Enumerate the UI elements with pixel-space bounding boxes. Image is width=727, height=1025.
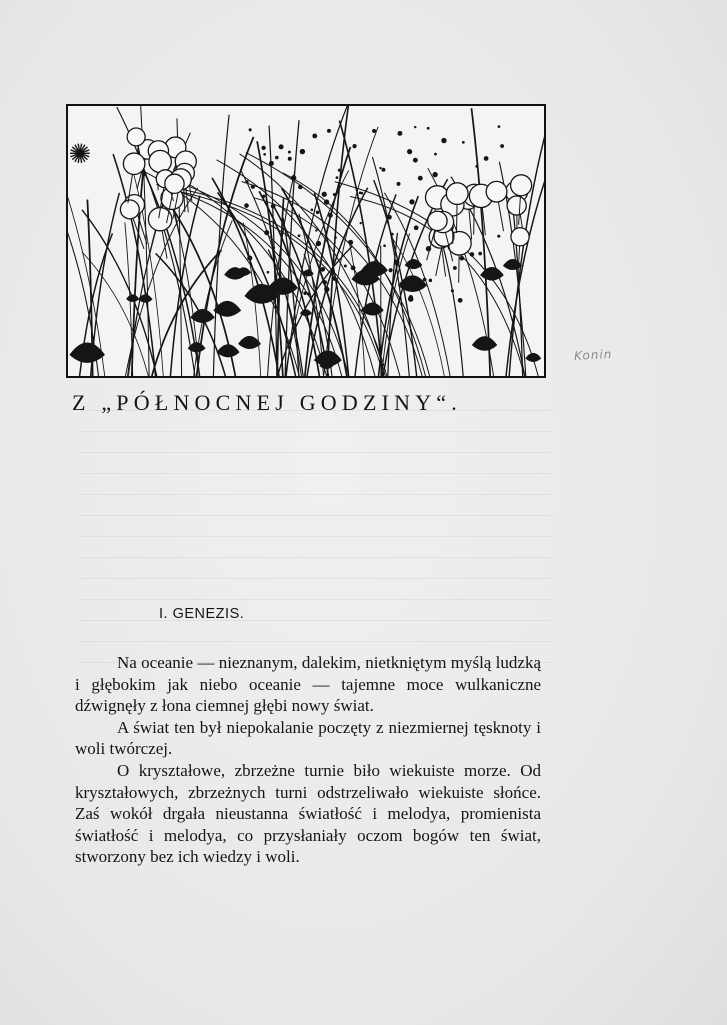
flower-dot: [244, 203, 249, 208]
flower-dot: [414, 126, 416, 128]
flower-dot: [324, 199, 329, 204]
flower-dot: [316, 241, 321, 246]
flower-dot: [288, 151, 291, 154]
flower-dot: [432, 172, 437, 177]
round-blossom: [123, 153, 145, 174]
flower-dot: [298, 234, 301, 237]
flower-dot: [338, 169, 341, 172]
round-blossom: [428, 211, 447, 230]
flower-dot: [484, 156, 489, 161]
flower-dot: [382, 168, 386, 172]
grass-blade: [156, 253, 226, 376]
flower-dot: [336, 176, 339, 179]
flower-dot: [311, 208, 314, 211]
flower-dot: [453, 266, 457, 270]
flower-dot: [478, 252, 482, 256]
flower-dot: [498, 125, 501, 128]
flower-dot: [396, 182, 400, 186]
flower-dot: [261, 146, 265, 150]
leaf-silhouette: [69, 343, 105, 363]
flower-dot: [359, 191, 362, 194]
flower-dot: [324, 287, 329, 292]
leaf-silhouette: [217, 344, 240, 357]
flower-dot: [328, 213, 333, 218]
flower-dot: [332, 277, 336, 281]
body-text: [75, 652, 541, 868]
flower-dot: [429, 279, 433, 282]
flower-dot: [291, 175, 297, 181]
flower-dot: [249, 128, 252, 131]
flower-dot: [414, 225, 419, 230]
flower-dot: [470, 252, 475, 257]
flower-dot: [262, 195, 265, 198]
flower-dot: [500, 144, 504, 148]
round-blossom: [127, 128, 145, 146]
leaf-silhouette: [238, 336, 261, 349]
grass-blade: [113, 154, 155, 376]
flower-dot: [323, 280, 327, 284]
flower-dot: [413, 158, 418, 163]
flower-dot: [387, 215, 392, 220]
flower-dot: [475, 165, 478, 168]
flower-dot: [458, 298, 463, 303]
flower-dot: [279, 144, 284, 149]
grass-blade: [152, 250, 222, 376]
flower-dot: [383, 244, 386, 247]
round-blossom: [149, 150, 171, 172]
round-blossom: [120, 200, 139, 219]
flower-dot: [409, 295, 414, 299]
flower-dot: [303, 292, 307, 295]
flower-dot: [264, 230, 269, 235]
botanical-illustration: [66, 104, 546, 378]
flower-dot: [322, 192, 327, 197]
flower-dot: [407, 149, 412, 154]
round-blossom: [511, 175, 532, 196]
round-blossom: [165, 174, 184, 193]
bleed-through-text: [80, 410, 550, 670]
flower-dot: [334, 236, 337, 239]
leaf-silhouette: [126, 294, 139, 302]
flower-dot: [300, 149, 305, 154]
flower-dot: [315, 229, 317, 231]
paragraph-1: Na oceanie — nieznanym, dalekim, nietkniętym myślą ludzką i głębokim jak niebo oceanie — tajemne moce wulkaniczne dźwignęły z łona ciemnej głębi nowy świat.: [75, 653, 541, 716]
flower-dot: [397, 131, 402, 136]
flower-dot: [451, 289, 454, 292]
grass-blade: [471, 108, 490, 376]
flower-dot: [423, 278, 427, 282]
flower-dot: [267, 271, 270, 274]
flower-dot: [333, 193, 336, 196]
flower-dot: [441, 138, 446, 143]
leaf-silhouette: [405, 259, 423, 269]
page-title: Z „PÓŁNOCNEJ GODZINY“.: [72, 390, 462, 415]
section-heading: I. GENEZIS.: [159, 606, 245, 622]
paragraph-2: A świat ten był niepokalanie poczęty z niezmiernej tęsknoty i woli twórczej.: [75, 717, 541, 759]
flower-dot: [351, 266, 356, 271]
flower-dot: [427, 127, 430, 130]
pencil-margin-note: Konin: [573, 347, 613, 363]
paragraph-3: O kryształowe, zbrzeżne turnie biło wiekuiste morze. Od kryształowych, zbrzeżnych turni odstrzeliwało wiekuiste słońce. Zaś wokół drgała nieustanna światłość i melodya, promienista światłość i melodya, co przysłaniały oczom bogów ten świat, stworzony bez ich wiedzy i woli.: [75, 760, 541, 867]
flower-dot: [271, 204, 276, 209]
flower-dot: [460, 256, 465, 261]
round-blossom: [507, 196, 526, 215]
flower-meadow-engraving: [68, 106, 544, 376]
flower-dot: [320, 267, 325, 272]
flower-dot: [389, 268, 393, 272]
flower-dot: [275, 156, 279, 160]
flower-dot: [352, 144, 356, 148]
flower-dot: [247, 256, 252, 261]
flower-dot: [391, 233, 394, 236]
flower-dot: [372, 129, 376, 133]
flower-dot: [327, 129, 331, 133]
flower-dot: [251, 185, 255, 189]
flower-dot: [298, 185, 303, 190]
flower-dot: [409, 199, 414, 204]
flower-dot: [307, 292, 310, 295]
leaf-silhouette: [472, 336, 497, 351]
flower-dot: [288, 157, 292, 161]
round-blossom: [486, 181, 507, 202]
flower-dot: [462, 141, 465, 144]
flower-dot: [272, 246, 275, 249]
flower-dot: [245, 180, 248, 183]
grass-blade: [68, 119, 105, 376]
flower-dot: [394, 260, 399, 265]
flower-dot: [269, 161, 274, 166]
round-blossom: [446, 183, 468, 205]
flower-dot: [360, 222, 362, 224]
flower-dot: [497, 235, 500, 238]
flower-dot: [263, 153, 266, 156]
flower-dot: [418, 176, 423, 181]
flower-dot: [344, 265, 347, 268]
flower-dot: [312, 134, 317, 139]
flower-dot: [434, 153, 437, 156]
flower-dot: [348, 240, 353, 245]
leaf-silhouette: [525, 353, 541, 362]
flower-dot: [379, 167, 381, 169]
flower-dot: [316, 211, 319, 214]
round-blossom: [511, 228, 529, 246]
